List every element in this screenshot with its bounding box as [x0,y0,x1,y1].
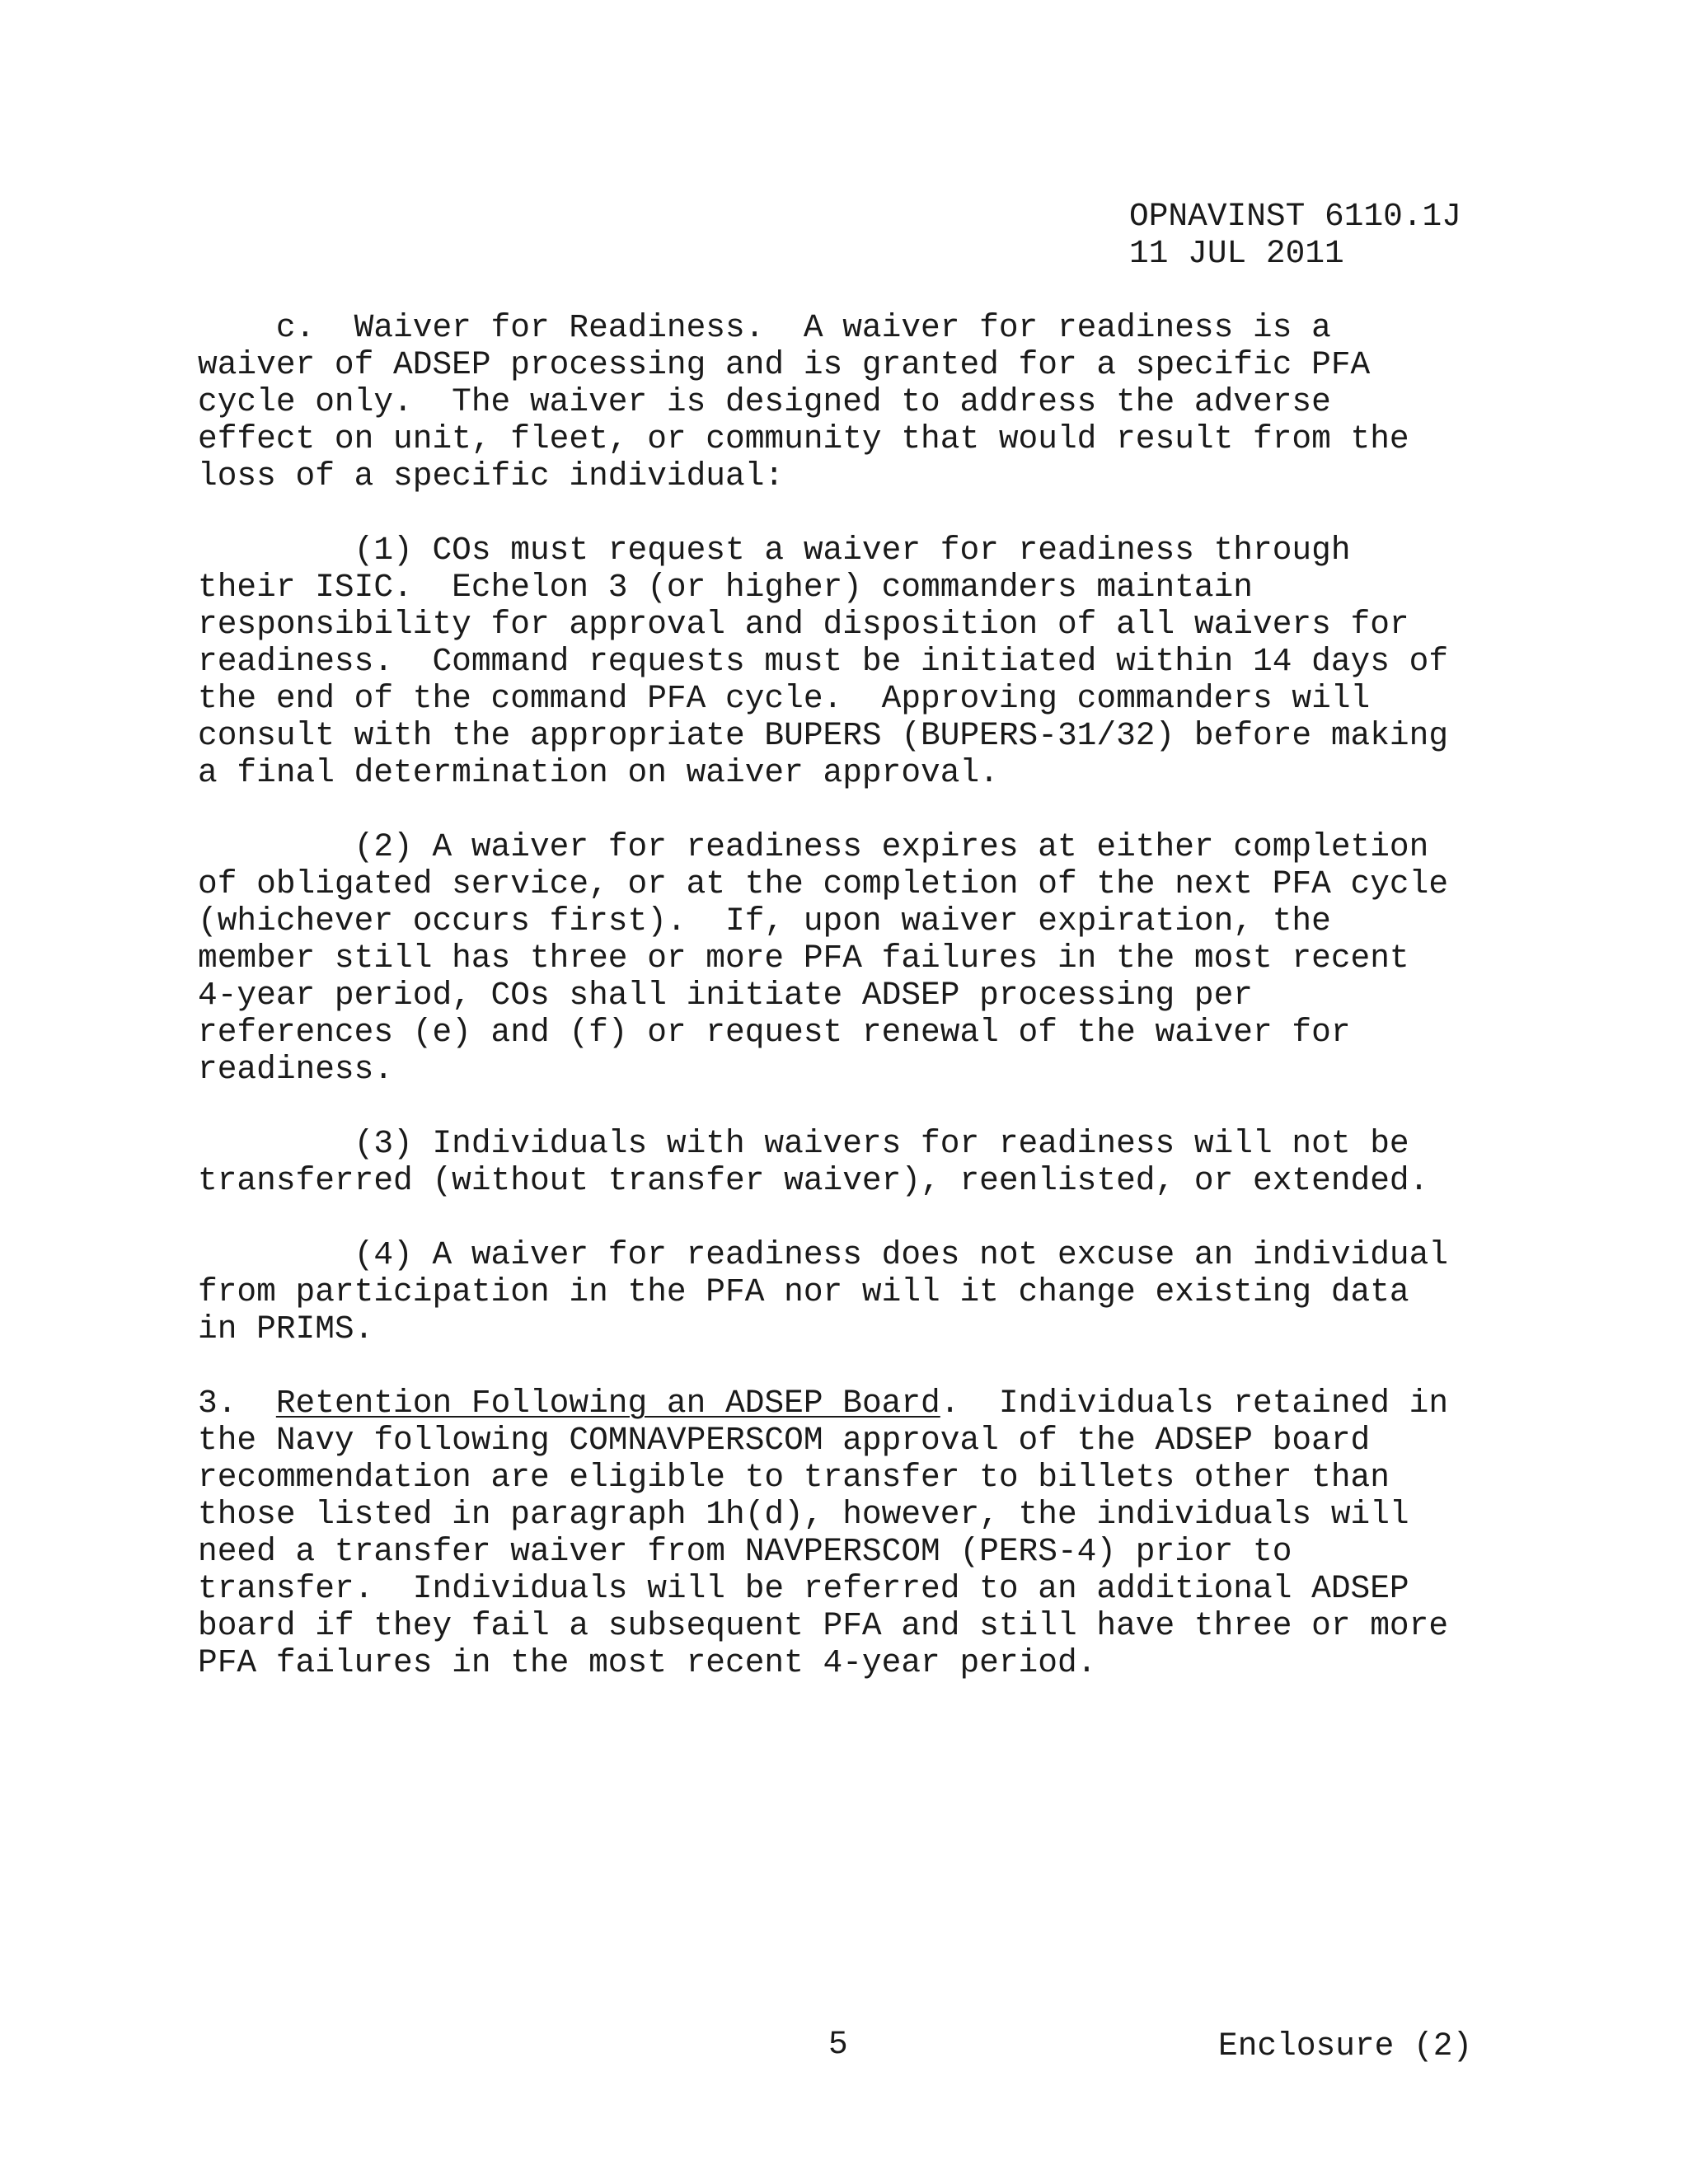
paragraph-c-line: cycle only. The waiver is designed to address the adverse [198,383,1331,420]
subparagraph-1-line: the end of the command PFA cycle. Approving commanders will [198,680,1371,717]
subparagraph-1-line: consult with the appropriate BUPERS (BUPERS-31/32) before making [198,717,1449,754]
subparagraph-2-line: (whichever occurs first). If, upon waiver expiration, the [198,902,1331,940]
section-number: 3. [198,1385,276,1422]
subparagraph-4-line: (4) A waiver for readiness does not excuse an individual [198,1236,1449,1273]
section-3-line: PFA failures in the most recent 4-year period. [198,1644,1097,1681]
subparagraph-1-line: their ISIC. Echelon 3 (or higher) commanders maintain [198,569,1254,606]
section-3-line: transfer. Individuals will be referred to an additional ADSEP [198,1570,1409,1607]
subparagraph-1-line: (1) COs must request a waiver for readiness through [198,532,1351,569]
subparagraph-1-line: responsibility for approval and disposition of all waivers for [198,606,1409,643]
section-3-line: board if they fail a subsequent PFA and still have three or more [198,1607,1449,1644]
subparagraph-3-line: (3) Individuals with waivers for readiness will not be [198,1125,1409,1162]
section-3-text: . Individuals retained in [940,1385,1449,1422]
subparagraph-2-line: of obligated service, or at the completion of the next PFA cycle [198,865,1449,902]
instruction-date: 11 JUL 2011 [1129,235,1344,272]
enclosure-label: Enclosure (2) [1218,2027,1473,2064]
instruction-number: OPNAVINST 6110.1J [1129,198,1461,235]
subparagraph-3-line: transferred (without transfer waiver), reenlisted, or extended. [198,1162,1429,1199]
section-3-line: the Navy following COMNAVPERSCOM approval of the ADSEP board [198,1422,1371,1459]
section-3-line: recommendation are eligible to transfer to billets other than [198,1459,1390,1496]
subparagraph-2-line: references (e) and (f) or request renewal of the waiver for [198,1014,1351,1051]
subparagraph-4-line: in PRIMS. [198,1310,374,1347]
subparagraph-2-line: member still has three or more PFA failures in the most recent [198,940,1409,977]
section-3-line: those listed in paragraph 1h(d), however, the individuals will [198,1496,1409,1533]
paragraph-c-line: effect on unit, fleet, or community that would result from the [198,420,1409,457]
subparagraph-2-line: readiness. [198,1051,394,1088]
paragraph-c-line: waiver of ADSEP processing and is granted for a specific PFA [198,346,1371,383]
section-3-title: Retention Following an ADSEP Board [275,1385,940,1422]
subparagraph-2-line: (2) A waiver for readiness expires at either completion [198,828,1429,865]
section-3-line: need a transfer waiver from NAVPERSCOM (PERS-4) prior to [198,1533,1292,1570]
page-number: 5 [828,2026,848,2063]
section-3-heading-line [198,1385,1448,1422]
subparagraph-1-line: a final determination on waiver approval. [198,754,999,791]
subparagraph-2-line: 4-year period, COs shall initiate ADSEP processing per [198,977,1254,1014]
subparagraph-4-line: from participation in the PFA nor will it change existing data [198,1273,1409,1310]
paragraph-c-line: loss of a specific individual: [198,457,785,494]
paragraph-c-line: c. Waiver for Readiness. A waiver for readiness is a [198,309,1331,346]
subparagraph-1-line: readiness. Command requests must be initiated within 14 days of [198,643,1449,680]
